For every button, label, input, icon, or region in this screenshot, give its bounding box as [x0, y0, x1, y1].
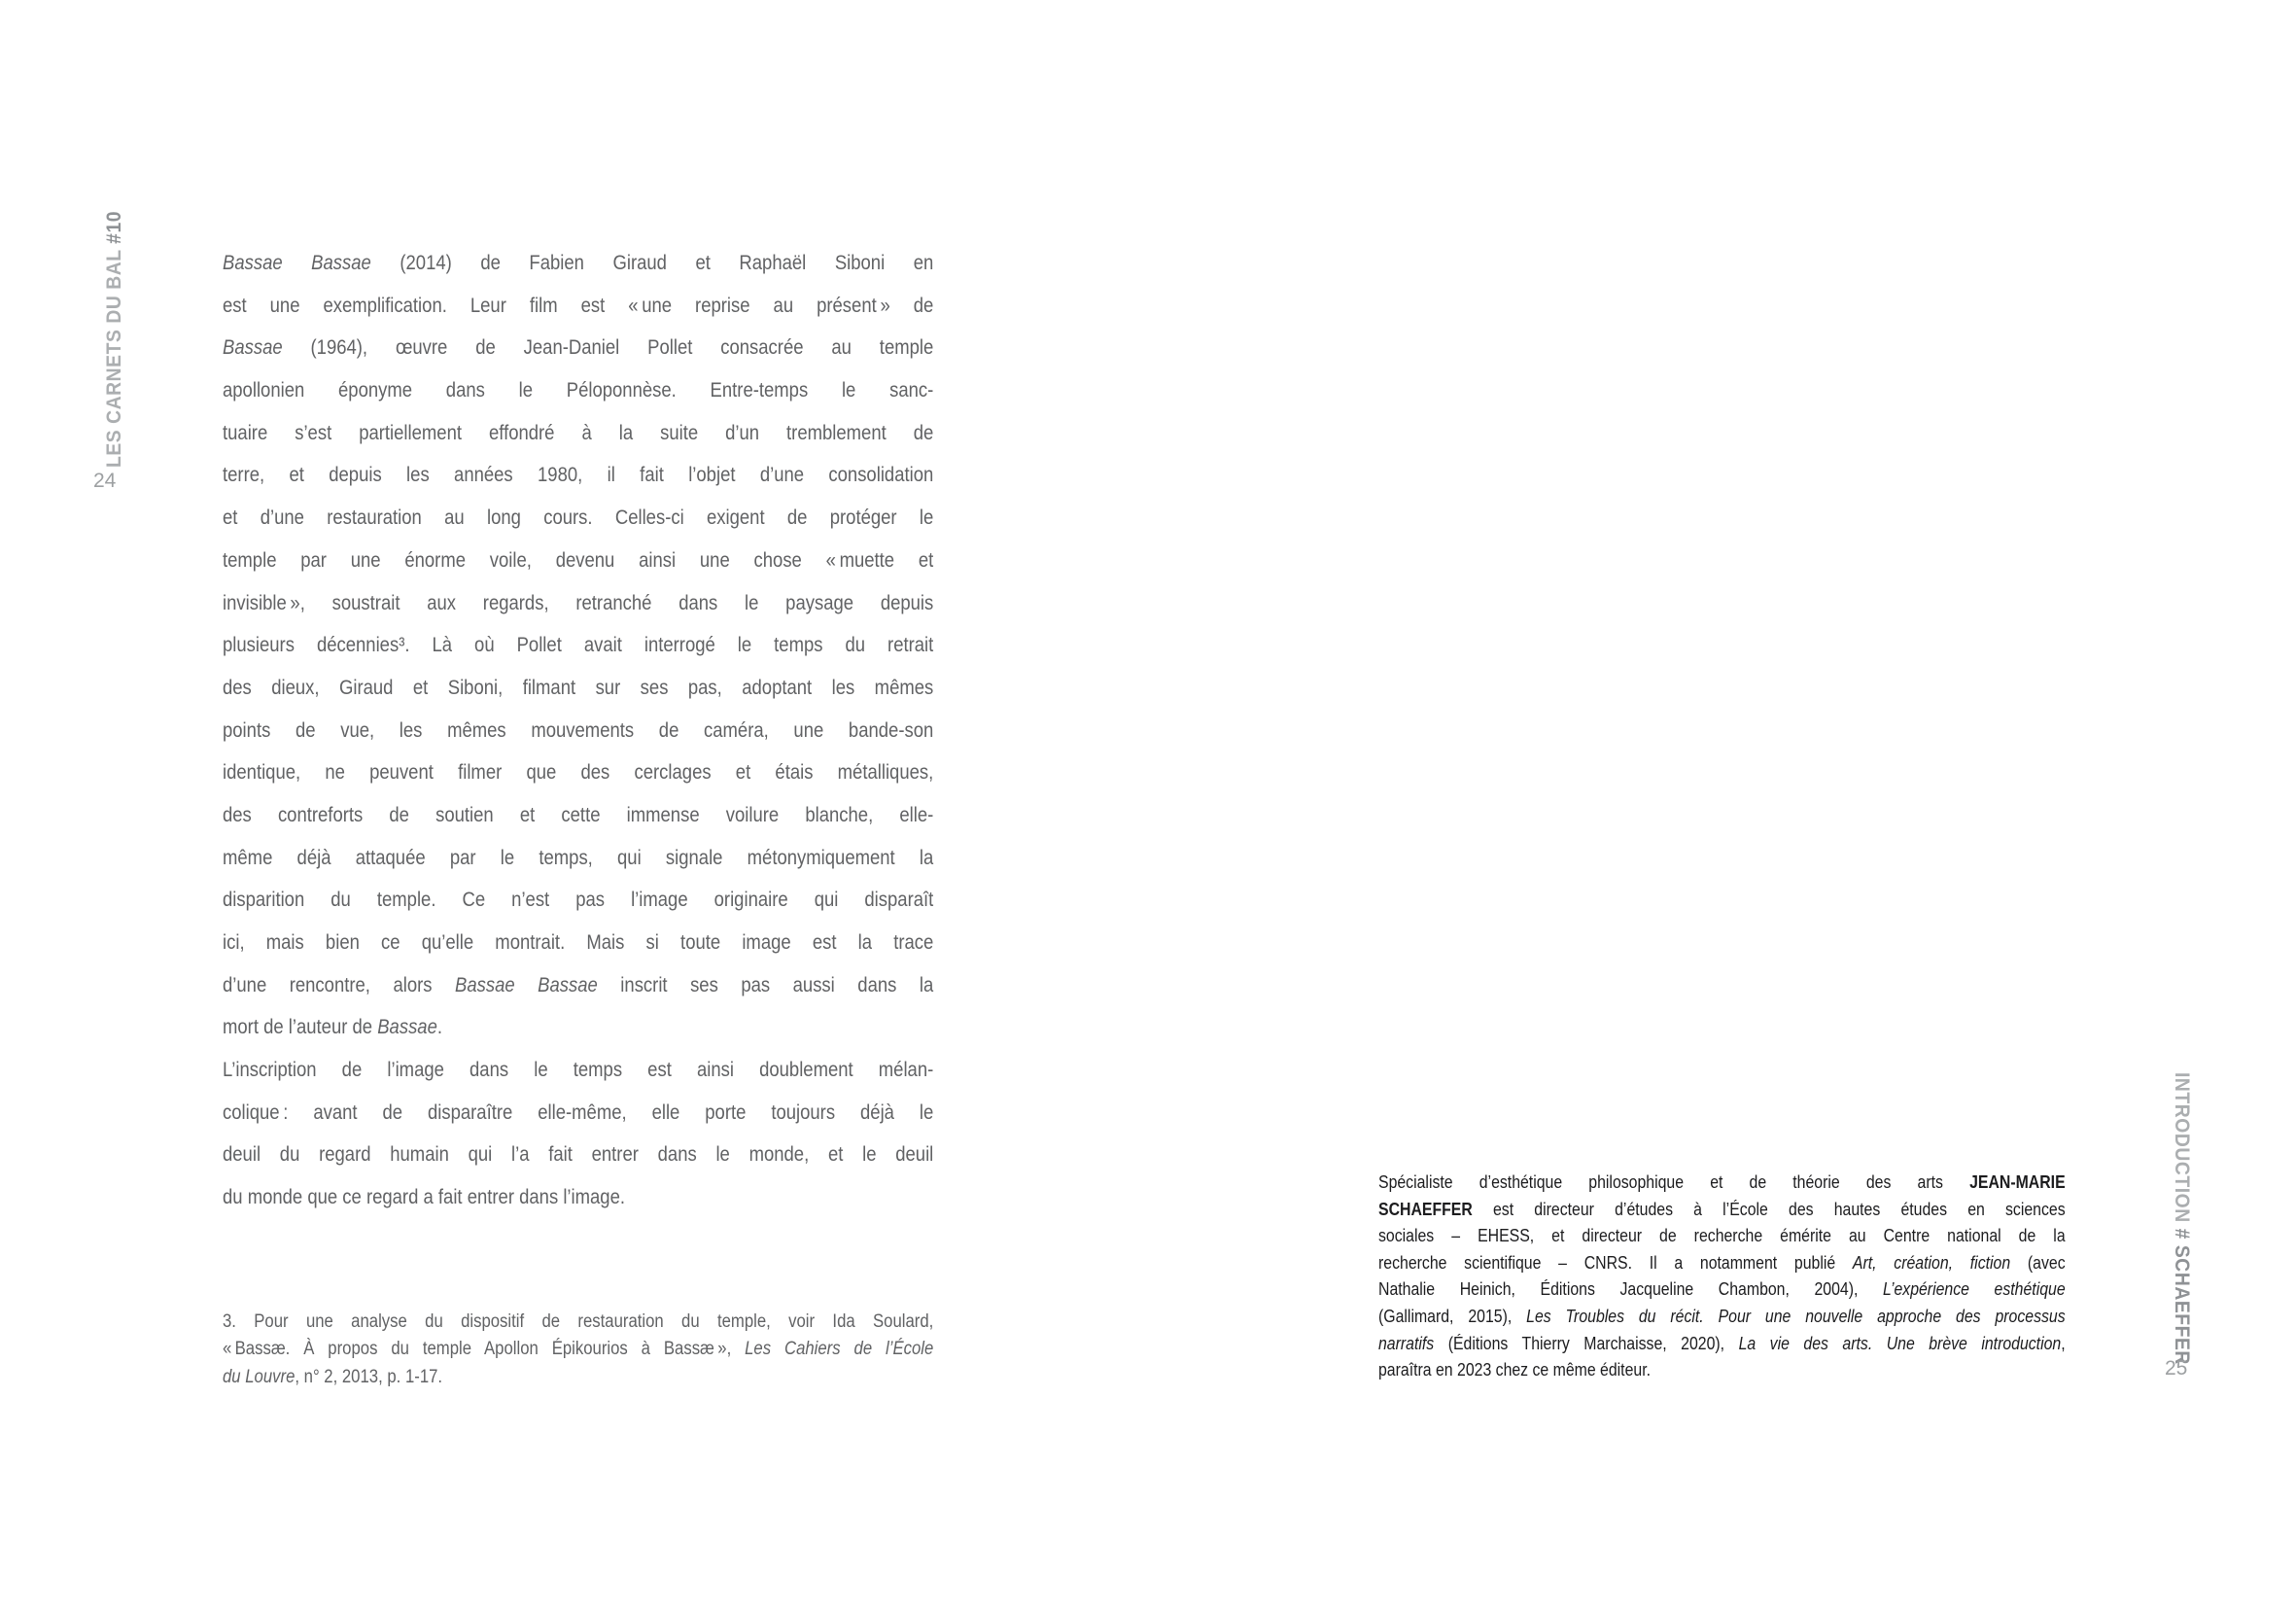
- text-line: apollonien éponyme dans le Péloponnèse. Entre-temps le sanc-: [223, 379, 934, 402]
- text-line: tuaire s’est partiellement effondré à la suite d’un tremblement de: [223, 421, 934, 444]
- text-line: du monde que ce regard a fait entrer dans l’image.: [223, 1186, 625, 1209]
- section-title-vertical: [2170, 1072, 2193, 1365]
- text-line: temple par une énorme voile, devenu ainsi une chose « muette et: [223, 548, 934, 572]
- text-line: deuil du regard humain qui l’a fait entrer dans le monde, et le deuil: [223, 1143, 934, 1167]
- text-line: Spécialiste d’esthétique philosophique et de théorie des arts JEAN-MARIE: [1378, 1172, 2066, 1192]
- text-line: des contreforts de soutien et cette immense voilure blanche, elle-: [223, 803, 934, 826]
- page-number-right: 25: [2165, 1357, 2188, 1380]
- text-line: narratifs (Éditions Thierry Marchaisse, 2020), La vie des arts. Une brève introduction,: [1378, 1333, 2066, 1353]
- text-line: colique : avant de disparaître elle-même, elle porte toujours déjà le: [223, 1100, 934, 1124]
- text-line: plusieurs décennies³. Là où Pollet avait interrogé le temps du retrait: [223, 634, 934, 657]
- author-bio-text: [1378, 1170, 2066, 1384]
- text-line: recherche scientifique – CNRS. Il a notamment publié Art, création, fiction (avec: [1378, 1252, 2066, 1273]
- body-paragraphs: [223, 242, 933, 1219]
- series-title-vertical: [103, 211, 126, 468]
- section-label: INTRODUCTION: [2171, 1072, 2193, 1229]
- footnote-block: [223, 1309, 1030, 1391]
- text-line: « Bassæ. À propos du temple Apollon Épikourios à Bassæ », Les Cahiers de l’École: [223, 1339, 934, 1360]
- text-line: 3. Pour une analyse du dispositif de restauration du temple, voir Ida Soulard,: [223, 1311, 934, 1332]
- text-line: paraîtra en 2023 chez ce même éditeur.: [1378, 1360, 1652, 1380]
- text-line: des dieux, Giraud et Siboni, filmant sur ses pas, adoptant les mêmes: [223, 676, 934, 699]
- text-line: identique, ne peuvent filmer que des cerclages et étais métalliques,: [223, 761, 934, 785]
- text-line: disparition du temple. Ce n’est pas l’image originaire qui disparaît: [223, 889, 934, 912]
- text-line: Nathalie Heinich, Éditions Jacqueline Chambon, 2004), L’expérience esthétique: [1378, 1279, 2066, 1300]
- series-title-text: LES CARNETS DU BAL: [103, 243, 125, 468]
- text-line: (Gallimard, 2015), Les Troubles du récit. Pour une nouvelle approche des processus: [1378, 1306, 2066, 1326]
- text-line: SCHAEFFER est directeur d’études à l’École des hautes études en sciences: [1378, 1199, 2066, 1219]
- text-line: ici, mais bien ce qu’elle montrait. Mais si toute image est la trace: [223, 931, 934, 954]
- text-line: du Louvre, n° 2, 2013, p. 1-17.: [223, 1366, 443, 1387]
- chapter-label: # SCHAEFFER: [2171, 1228, 2193, 1365]
- text-line: points de vue, les mêmes mouvements de caméra, une bande-son: [223, 718, 934, 742]
- text-line: L’inscription de l’image dans le temps est ainsi doublement mélan-: [223, 1059, 934, 1082]
- main-text-column: [223, 242, 1030, 1219]
- page-number-left: 24: [93, 470, 117, 492]
- text-line: terre, et depuis les années 1980, il fait l’objet d’une consolidation: [223, 464, 934, 487]
- text-line: sociales – EHESS, et directeur de recherche émérite au Centre national de la: [1378, 1226, 2066, 1246]
- footnote-text: [223, 1309, 933, 1391]
- text-line: invisible », soustrait aux regards, retranché dans le paysage depuis: [223, 591, 934, 614]
- text-line: mort de l’auteur de Bassae.: [223, 1016, 443, 1039]
- text-line: d’une rencontre, alors Bassae Bassae inscrit ses pas aussi dans la: [223, 973, 934, 996]
- text-line: Bassae Bassae (2014) de Fabien Giraud et Raphaël Siboni en: [223, 252, 934, 274]
- text-line: est une exemplification. Leur film est « une reprise au présent » de: [223, 294, 934, 317]
- text-line: et d’une restauration au long cours. Celles-ci exigent de protéger le: [223, 507, 934, 530]
- series-issue-number: #10: [103, 210, 125, 244]
- text-line: Bassae (1964), œuvre de Jean-Daniel Pollet consacrée au temple: [223, 336, 934, 360]
- text-line: même déjà attaquée par le temps, qui signale métonymiquement la: [223, 846, 934, 869]
- author-bio-block: [1378, 1170, 2159, 1384]
